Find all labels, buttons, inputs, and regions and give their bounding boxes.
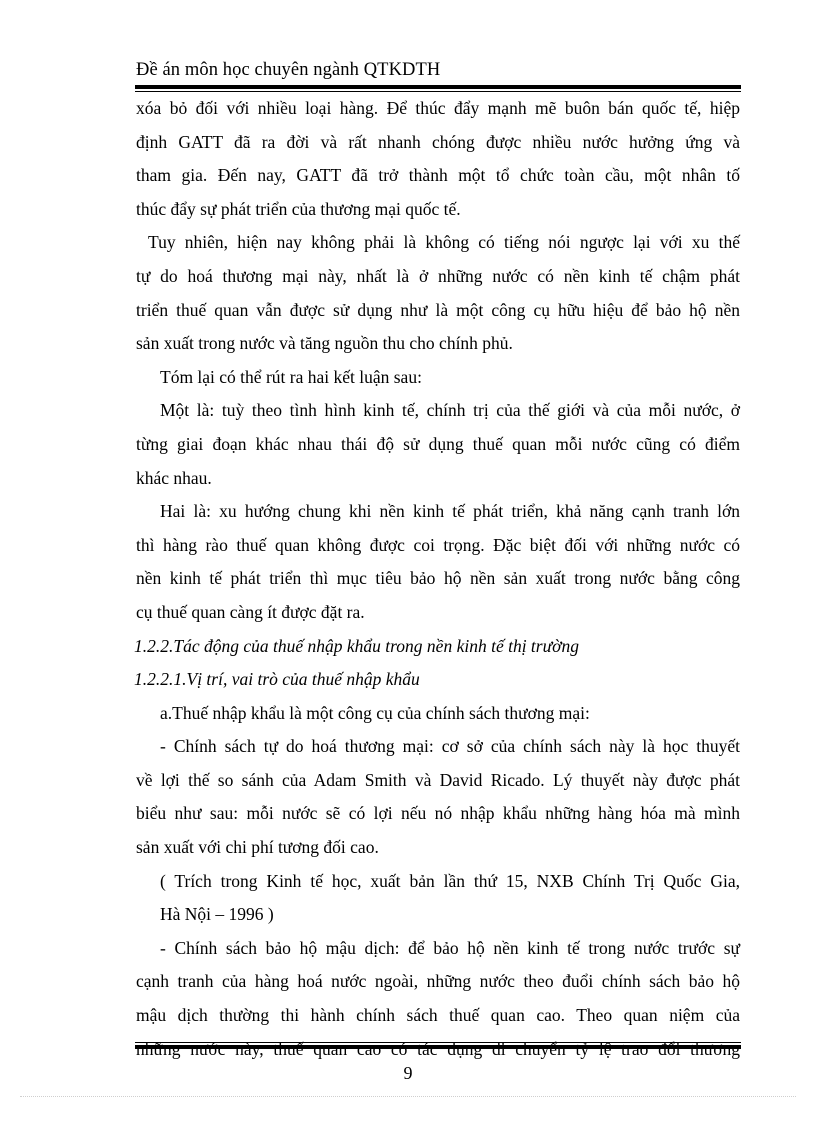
text-line: ( Trích trong Kinh tế học, xuất bản lần thứ 15, NXB Chính Trị Quốc Gia, bbox=[160, 870, 740, 891]
text-line: từng giai đoạn khác nhau thái độ sử dụng thuế quan mỗi nước cũng có điểm bbox=[136, 433, 740, 454]
text-line: cạnh tranh của hàng hoá nước ngoài, những nước theo đuổi chính sách bảo hộ bbox=[136, 971, 740, 992]
text-line: triển thuế quan vẫn được sử dụng như là một công cụ hữu hiệu để bảo hộ nền bbox=[136, 299, 740, 320]
page-edge-divider bbox=[20, 1096, 796, 1097]
text-line: cụ thuế quan càng ít được đặt ra. bbox=[136, 601, 365, 622]
running-header: Đề án môn học chuyên ngành QTKDTH bbox=[136, 60, 441, 80]
text-line: a.Thuế nhập khẩu là một công cụ của chính sách thương mại: bbox=[160, 702, 590, 723]
header-rule-thick bbox=[135, 85, 741, 89]
text-line: biểu như sau: mỗi nước sẽ có lợi nếu nó nhập khẩu những hàng hóa mà mình bbox=[136, 803, 740, 824]
text-line: định GATT đã ra đời và rất nhanh chóng được nhiều nước hưởng ứng và bbox=[136, 131, 740, 152]
text-line: tự do hoá thương mại này, nhất là ở những nước có nền kinh tế chậm phát bbox=[136, 265, 740, 286]
page-number: 9 bbox=[403, 1063, 413, 1083]
text-line: thì hàng rào thuế quan không được coi trọng. Đặc biệt đối với những nước có bbox=[136, 534, 740, 555]
text-line: xóa bỏ đối với nhiều loại hàng. Để thúc đẩy mạnh mẽ buôn bán quốc tế, hiệp bbox=[136, 98, 740, 118]
footer-rule-thin bbox=[135, 1042, 741, 1043]
text-line: Hai là: xu hướng chung khi nền kinh tế phát triển, khả năng cạnh tranh lớn bbox=[160, 501, 740, 522]
text-line: Tuy nhiên, hiện nay không phải là không có tiếng nói ngược lại với xu thế bbox=[148, 232, 740, 253]
text-line: sản xuất với chi phí tương đối cao. bbox=[136, 837, 379, 858]
text-line: Hà Nội – 1996 ) bbox=[160, 904, 274, 925]
text-line: thúc đẩy sự phát triển của thương mại quốc tế. bbox=[136, 198, 461, 219]
text-line: mậu dịch thường thi hành chính sách thuế quan cao. Theo quan niệm của bbox=[136, 1005, 740, 1026]
section-heading: 1.2.2.Tác động của thuế nhập khẩu trong nền kinh tế thị trường bbox=[134, 635, 579, 656]
text-line: Một là: tuỳ theo tình hình kinh tế, chính trị của thế giới và của mỗi nước, ở bbox=[160, 400, 740, 421]
text-line: tham gia. Đến nay, GATT đã trở thành một tổ chức toàn cầu, một nhân tố bbox=[136, 165, 740, 186]
text-line: nền kinh tế phát triển thì mục tiêu bảo hộ nền sản xuất trong nước bằng công bbox=[136, 568, 740, 589]
text-line: - Chính sách bảo hộ mậu dịch: để bảo hộ nền kinh tế trong nước trước sự bbox=[160, 937, 740, 958]
text-line: về lợi thế so sánh của Adam Smith và David Ricado. Lý thuyết này được phát bbox=[136, 769, 740, 790]
page-body bbox=[136, 92, 740, 1066]
text-line: Tóm lại có thể rút ra hai kết luận sau: bbox=[160, 366, 422, 387]
footer-rule-thick bbox=[135, 1045, 741, 1049]
text-line: khác nhau. bbox=[136, 467, 212, 488]
text-line: sản xuất trong nước và tăng nguồn thu cho chính phủ. bbox=[136, 333, 513, 354]
text-line: - Chính sách tự do hoá thương mại: cơ sở của chính sách này là học thuyết bbox=[160, 736, 740, 757]
text-line bbox=[136, 1033, 740, 1067]
subsection-heading: 1.2.2.1.Vị trí, vai trò của thuế nhập khẩu bbox=[134, 669, 420, 690]
